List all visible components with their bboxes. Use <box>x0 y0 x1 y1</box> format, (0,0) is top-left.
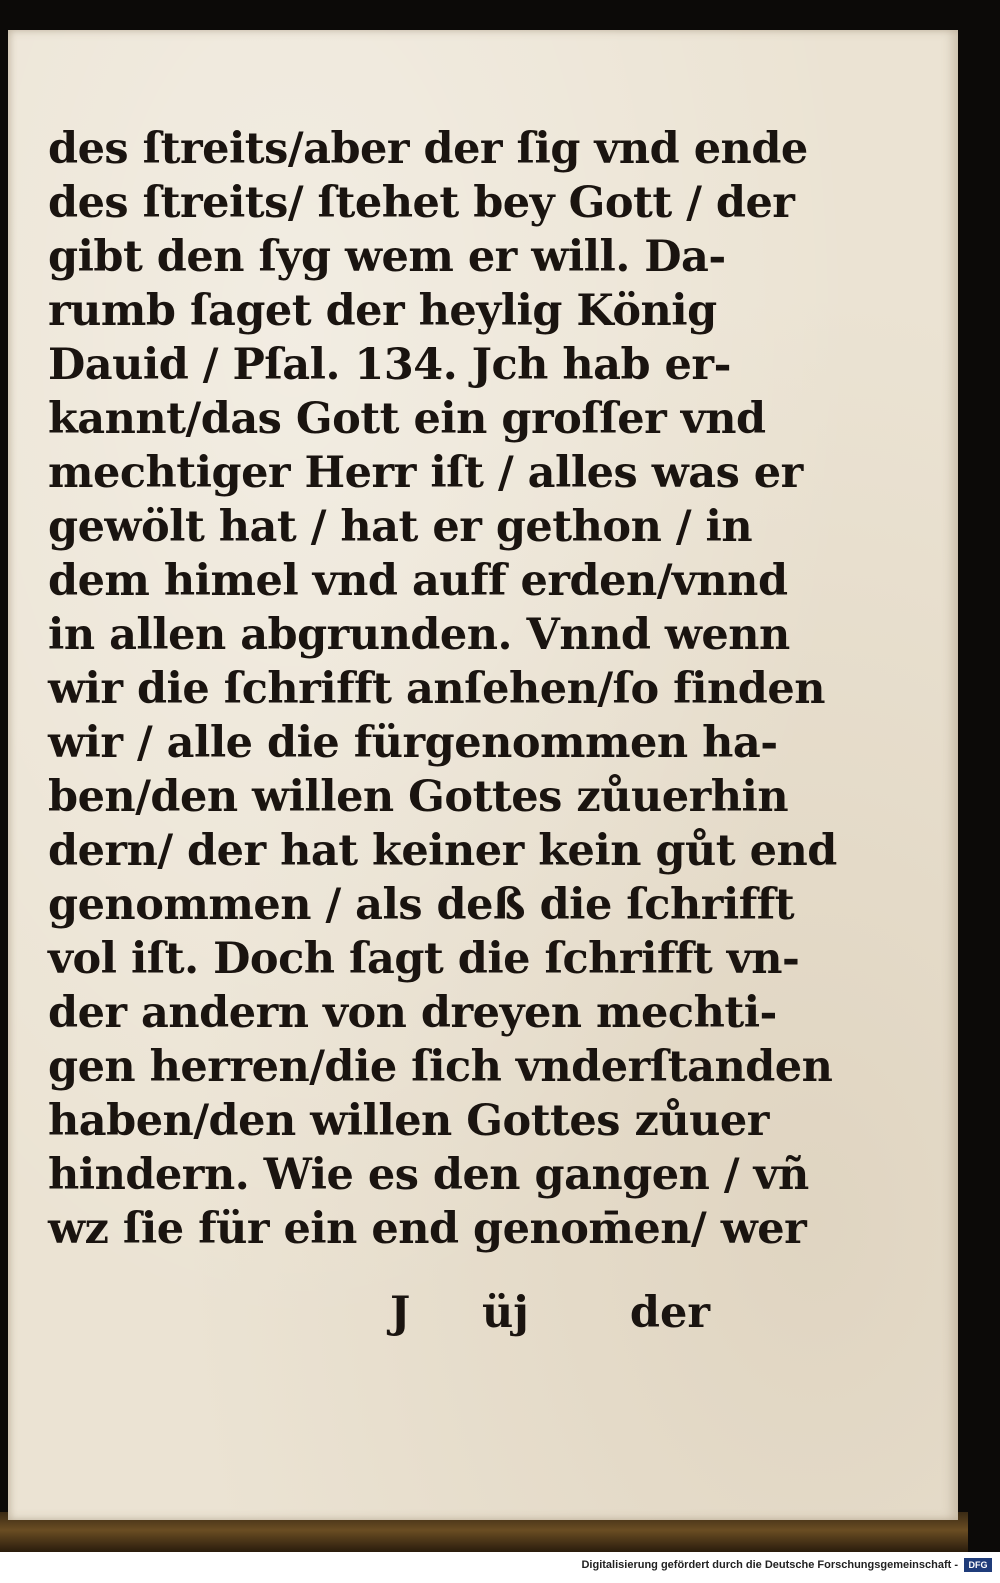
text-line: kannt/das Gott ein groſſer vnd <box>48 394 766 444</box>
dfg-logo: DFG <box>964 1558 992 1572</box>
text-line: der andern von dreyen mechti- <box>48 988 777 1038</box>
text-line: dern/ der hat keiner kein gůt end <box>48 826 837 876</box>
signature-mark: J <box>390 1288 411 1338</box>
text-line: dem himel vnd auff erden/vnnd <box>48 556 788 606</box>
text-line: vol iſt. Doch ſagt die ſchrifft vn- <box>48 934 800 984</box>
text-line: des ſtreits/aber der ſig vnd ende <box>48 124 808 174</box>
signature-number: üj <box>482 1288 529 1338</box>
text-line: ben/den willen Gottes zůuerhin <box>48 772 789 822</box>
signature-line <box>390 1286 710 1340</box>
book-page <box>8 30 958 1520</box>
text-line: wir die ſchrifft anſehen/ſo finden <box>48 664 825 714</box>
footer-bar <box>0 1552 1000 1583</box>
text-line: rumb ſaget der heylig König <box>48 286 717 336</box>
funding-credit: Digitalisierung gefördert durch die Deutsche Forschungsgemeinschaft - <box>581 1559 958 1571</box>
text-line: gibt den ſyg wem er will. Da- <box>48 232 726 282</box>
text-line: hindern. Wie es den gangen / vñ <box>48 1150 809 1200</box>
text-line: haben/den willen Gottes zůuer <box>48 1096 769 1146</box>
catchword: der <box>629 1288 710 1338</box>
text-line: in allen abgrunden. Vnnd wenn <box>48 610 790 660</box>
text-line: genommen / als deß die ſchrifft <box>48 880 795 930</box>
text-line: gen herren/die ſich vnderſtanden <box>48 1042 833 1092</box>
text-line: wir / alle die fürgenommen ha- <box>48 718 778 768</box>
text-line: wz ſie für ein end genom̄en/ wer <box>48 1204 807 1254</box>
text-block <box>48 122 837 1256</box>
text-line: Dauid / Pſal. 134. Jch hab er- <box>48 340 731 390</box>
text-line: mechtiger Herr iſt / alles was er <box>48 448 803 498</box>
text-line: des ſtreits/ ſtehet bey Gott / der <box>48 178 795 228</box>
text-line: gewölt hat / hat er gethon / in <box>48 502 753 552</box>
